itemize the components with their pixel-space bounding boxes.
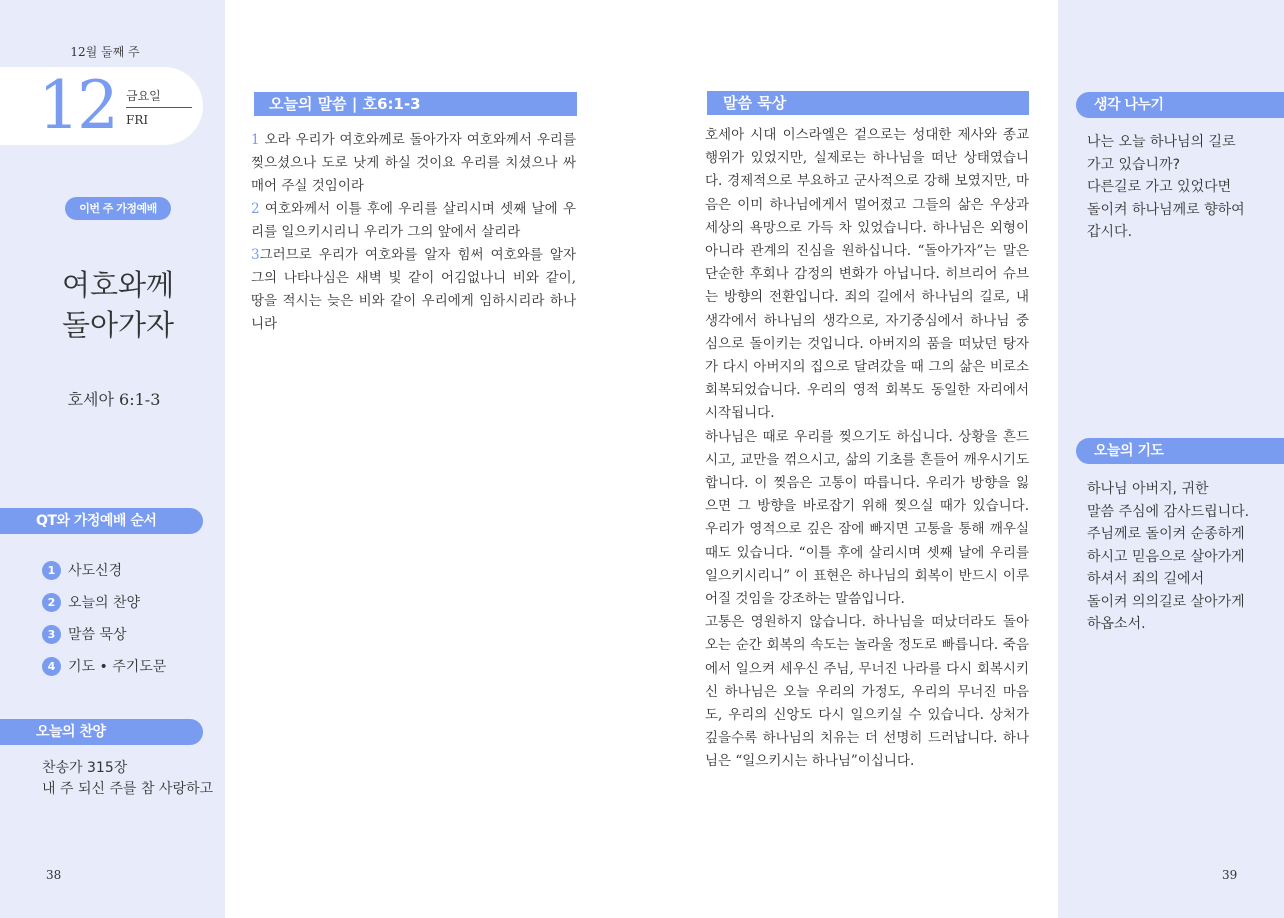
list-item [42, 650, 166, 682]
scripture-verses [251, 129, 576, 336]
list-item [42, 586, 166, 618]
title-line-2: 돌아가자 [61, 308, 175, 342]
order-number-badge: 2 [42, 593, 61, 612]
prayer-line: 하셔서 죄의 길에서 [1087, 571, 1205, 587]
meditation-header: 말씀 묵상 [707, 91, 1029, 115]
list-item [42, 554, 166, 586]
prayer-line: 주님께로 돌이켜 순종하게 [1087, 526, 1245, 542]
order-number-badge: 1 [42, 561, 61, 580]
order-item-label: 기도 • 주기도문 [68, 659, 167, 675]
share-line: 돌이켜 하나님께로 향하여 [1087, 201, 1245, 218]
prayer-line: 말씀 주심에 감사드립니다. [1087, 503, 1250, 520]
scripture-reference: 호세아 6:1-3 [67, 390, 161, 409]
prayer-line: 하옵소서. [1087, 616, 1146, 632]
prayer-line: 하시고 믿음으로 살아가게 [1087, 548, 1245, 565]
verse-number: 1 [251, 132, 260, 148]
verse-text: 오라 우리가 여호와께로 돌아가자 여호와께서 우리를 찢으셨으나 도로 낫게 하실 것이요 우리를 치셨으나 싸매어 주실 것임이라 [251, 132, 576, 194]
day-english: FRI [126, 113, 149, 127]
verse-text: 여호와께서 이틀 후에 우리를 살리시며 셋째 날에 우리를 일으키시리니 우리가 그의 앞에서 살리라 [251, 201, 576, 240]
left-sidebar [0, 0, 225, 918]
date-block [0, 67, 203, 145]
hymn-header: 오늘의 찬양 [0, 719, 203, 745]
share-header: 생각 나누기 [1076, 92, 1284, 118]
order-item-label: 말씀 묵상 [68, 627, 127, 643]
share-line: 가고 있습니까? [1087, 156, 1181, 173]
scripture-header: 오늘의 말씀 | 호6:1-3 [254, 92, 577, 116]
prayer-header: 오늘의 기도 [1076, 438, 1284, 464]
meditation-paragraph: 하나님은 때로 우리를 찢으기도 하십니다. 상황을 흔드시고, 교만을 꺾으시고, 삶의 기초를 흔들어 깨우시기도 합니다. 이 찢음은 고통이 따릅니다. 우리가 방향을 잃으면 그 방향을 바로잡기 위해 찢으실 때가 있습니다. 우리가 영적으로 깊은 잠에 빠지면 고통을 통해 깨우실 때도 있습니다. “이틀 후에 살리시며 셋째 날에 우리를 일으키시리니” 이 표현은 하나님의 회복이 반드시 이루어질 것임을 강조하는 말씀입니다. [705, 428, 1029, 608]
share-line: 나는 오늘 하나님의 길로 [1087, 134, 1236, 150]
week-label: 12월 둘째 주 [70, 45, 140, 59]
order-number-badge: 3 [42, 625, 61, 644]
share-line: 다른길로 가고 있었다면 [1087, 179, 1232, 195]
page-number-left: 38 [46, 868, 62, 882]
date-number: 12 [38, 67, 116, 144]
meditation-paragraph: 고통은 영원하지 않습니다. 하나님을 떠났더라도 돌아오는 순간 회복의 속도는 놀라울 정도로 빠릅니다. 죽음에서 일으켜 세우신 주님, 무너진 나라를 다시 회복시키신 하나님은 오늘 우리의 가정도, 우리의 무너진 마음도, 우리의 신앙도 다시 일으키실 수 있습니다. 상처가 깊을수록 하나님의 치유는 더 선명히 드러납니다. 하나님은 “일으키시는 하나님”이십니다. [705, 614, 1029, 770]
page-number-right: 39 [1222, 868, 1238, 882]
hymn-line-1: 찬송가 315장 [42, 760, 128, 776]
list-item [42, 618, 166, 650]
order-number-badge: 4 [42, 657, 61, 676]
title-line-1: 여호와께 [61, 268, 175, 302]
date-divider [126, 107, 192, 108]
verse-number: 2 [251, 201, 260, 217]
day-korean: 금요일 [126, 89, 161, 103]
order-list [42, 554, 166, 682]
weekly-worship-badge: 이번 주 가정예배 [65, 197, 171, 220]
page-title [0, 265, 236, 345]
verse-text: 그러므로 우리가 여호와를 알자 힘써 여호와를 알자 그의 나타나심은 새벽 빛 같이 어김없나니 비와 같이, 땅을 적시는 늦은 비와 같이 우리에게 임하시리라 하나니라 [251, 247, 576, 332]
prayer-line: 하나님 아버지, 귀한 [1087, 481, 1209, 497]
meditation-paragraph: 호세아 시대 이스라엘은 겉으로는 성대한 제사와 종교 행위가 있었지만, 실제로는 하나님을 떠난 상태였습니다. 경제적으로 부요하고 군사적으로 강해 보였지만, 마음은 이미 하나님에게서 멀어졌고 그들의 삶은 우상과 세상의 욕망으로 가득 차 있었습니다. 하나님은 외형이 아니라 관계의 진심을 원하십니다. “돌아가자”는 말은 단순한 후회나 감정의 변화가 아닙니다. 히브리어 슈브는 방향의 전환입니다. 죄의 길에서 하나님의 길로, 내 생각에서 하나님의 생각으로, 자기중심에서 하나님 중심으로 돌이키는 것입니다. 아버지의 품을 떠났던 탕자가 다시 아버지의 집으로 달려갔을 때 그의 삶은 비로소 회복되었습니다. 우리의 영적 회복도 동일한 자리에서 시작됩니다. [705, 127, 1029, 422]
verse-number: 3 [251, 247, 260, 263]
share-text [1087, 131, 1245, 244]
prayer-text [1087, 478, 1249, 636]
prayer-line: 돌이켜 의의길로 살아가게 [1087, 593, 1245, 610]
order-item-label: 오늘의 찬양 [68, 595, 141, 611]
hymn-text [42, 758, 213, 800]
hymn-line-2: 내 주 되신 주를 참 사랑하고 [42, 781, 214, 797]
share-line: 갑시다. [1087, 224, 1133, 240]
order-header: QT와 가정예배 순서 [0, 508, 203, 534]
meditation-body [705, 124, 1029, 774]
order-item-label: 사도신경 [68, 563, 123, 579]
